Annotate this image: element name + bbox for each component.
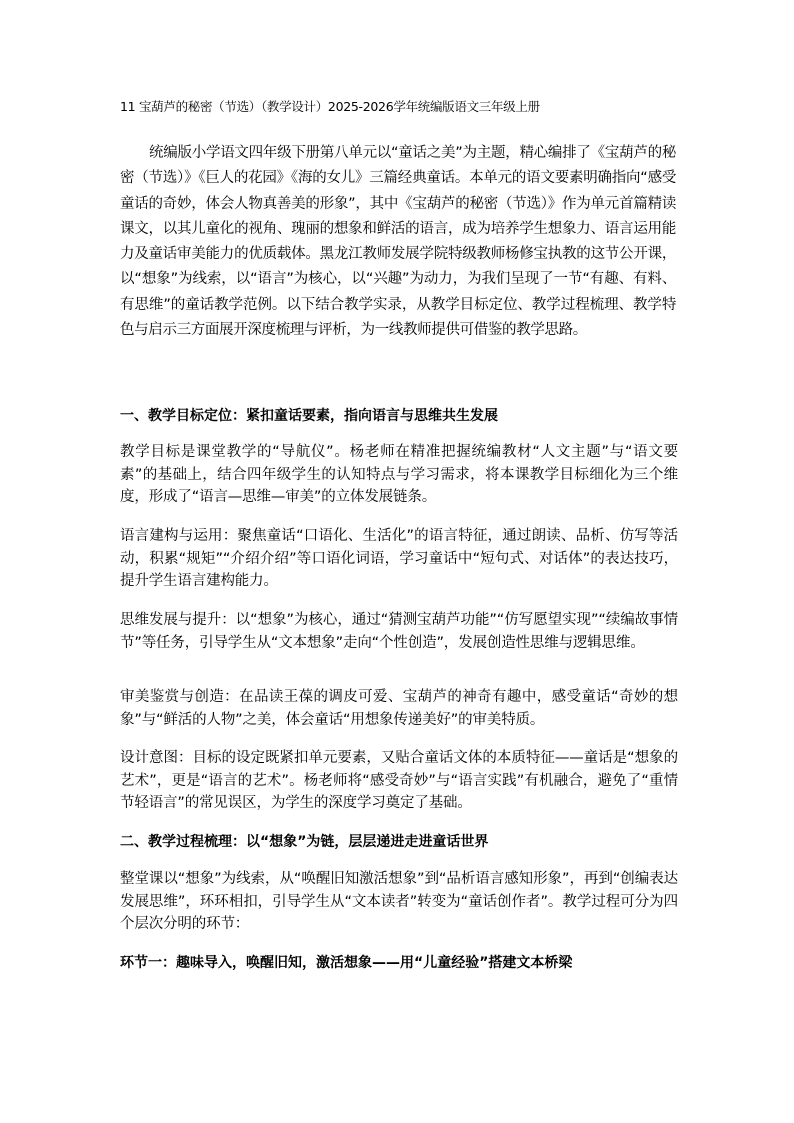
paragraph-design-intent: 设计意图：目标的设定既紧扣单元要素，又贴合童话文体的本质特征——童话是“想象的艺术”，更是“语言的艺术”。杨老师将“感受奇妙”与“语言实践”有机融合，避免了“重情节轻语言”的常见误区，为学生的深度学习奠定了基础。 <box>120 750 678 811</box>
step-heading-1: 环节一：趣味导入，唤醒旧知，激活想象——用“儿童经验”搭建文本桥梁 <box>120 955 573 971</box>
section-heading-objectives: 一、教学目标定位：紧扣童话要素，指向语言与思维共生发展 <box>120 408 498 424</box>
intro-paragraph: 统编版小学语文四年级下册第八单元以“童话之美”为主题，精心编排了《宝葫芦的秘密（节选）》《巨人的花园》《海的女儿》三篇经典童话。本单元的语文要素明确指向“感受童话的奇妙，体会人物真善美的形象”，其中《宝葫芦的秘密（节选）》作为单元首篇精读课文，以其儿童化的视角、瑰丽的想象和鲜活的语言，成为培养学生想象力、语言运用能力及童话审美能力的优质载体。黑龙江教师发展学院特级教师杨修宝执教的这节公开课，以“想象”为线索，以“语言”为核心，以“兴趣”为动力，为我们呈现了一节“有趣、有料、有思维”的童话教学范例。以下结合教学实录，从教学目标定位、教学过程梳理、教学特色与启示三方面展开深度梳理与评析，为一线教师提供可借鉴的教学思路。 <box>120 145 676 339</box>
paragraph-objectives-intro: 教学目标是课堂教学的“导航仪”。杨老师在精准把握统编教材“人文主题”与“语文要素”的基础上，结合四年级学生的认知特点与学习需求，将本课教学目标细化为三个维度，形成了“语言—思维—审美”的立体发展链条。 <box>120 444 678 505</box>
paragraph-thinking: 思维发展与提升：以“想象”为核心，通过“猜测宝葫芦功能”“仿写愿望实现”“续编故事情节”等任务，引导学生从“文本想象”走向“个性创造”，发展创造性思维与逻辑思维。 <box>120 612 678 651</box>
paragraph-aesthetics: 审美鉴赏与创造：在品读王葆的调皮可爱、宝葫芦的神奇有趣中，感受童话“奇妙的想象”与“鲜活的人物”之美，体会童话“用想象传递美好”的审美特质。 <box>120 689 678 728</box>
document-title: 11 宝葫芦的秘密（节选）（教学设计）2025-2026学年统编版语文三年级上册 <box>120 99 540 114</box>
section-heading-process: 二、教学过程梳理：以“想象”为链，层层递进走进童话世界 <box>120 834 489 850</box>
paragraph-process-intro: 整堂课以“想象”为线索，从“唤醒旧知激活想象”到“品析语言感知形象”，再到“创编表达发展思维”，环环相扣，引导学生从“文本读者”转变为“童话创作者”。教学过程可分为四个层次分明的环节： <box>120 871 678 932</box>
paragraph-language: 语言建构与运用：聚焦童话“口语化、生活化”的语言特征，通过朗读、品析、仿写等活动，积累“规矩”“介绍介绍”等口语化词语，学习童话中“短句式、对话体”的表达技巧，提升学生语言建构能力。 <box>120 528 678 589</box>
